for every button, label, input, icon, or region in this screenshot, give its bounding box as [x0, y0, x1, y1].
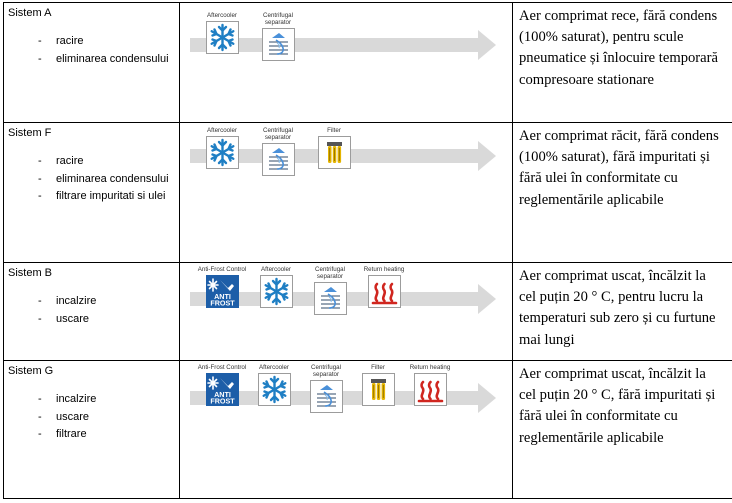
- list-item: - eliminarea condensului: [4, 171, 179, 189]
- filter-icon: [362, 373, 395, 406]
- system-description: Aer comprimat rece, fără condens (100% saturat), pentru scule pneumatice și înlocuire temporară compresoare stationare: [519, 8, 718, 88]
- flow-arrow-head: [478, 383, 496, 413]
- anti-frost-badge-line2: FROST: [209, 298, 235, 307]
- component-filter: [350, 364, 406, 406]
- component-label: Aftercooler: [261, 266, 291, 273]
- component-label: Aftercooler: [207, 12, 237, 19]
- snowflake-icon: [206, 136, 239, 169]
- list-item: - incalzire: [4, 293, 179, 311]
- function-list: [4, 153, 179, 206]
- system-description: Aer comprimat răcit, fără condens (100% saturat), fără impuritati și fără ulei în conformitate cu reglementările aplicabile: [519, 128, 719, 208]
- list-item: - racire: [4, 153, 179, 171]
- separator-icon: [262, 143, 295, 176]
- component-return-heating: [402, 364, 458, 406]
- description-cell: [513, 263, 732, 361]
- component-aftercooler: [246, 364, 302, 406]
- component-label: Filter: [327, 127, 341, 134]
- component-label: Centrifugal separator: [263, 12, 293, 26]
- system-title: Sistem B: [8, 267, 53, 279]
- system-cell: [4, 3, 180, 123]
- snowflake-icon: [258, 373, 291, 406]
- list-item: - filtrare impuritati si ulei: [4, 188, 179, 206]
- description-cell: [513, 361, 732, 499]
- system-row-f: [4, 123, 732, 263]
- diagram-cell: [180, 263, 513, 361]
- list-item: - eliminarea condensului: [4, 51, 179, 69]
- list-item: - racire: [4, 33, 179, 51]
- system-description: Aer comprimat uscat, încălzit la cel puțin 20 ° C, pentru lucru la temperaturi sub zero și cu furtune mai lungi: [519, 268, 716, 348]
- component-label: Anti-Frost Control: [197, 266, 247, 273]
- separator-icon: [310, 380, 343, 413]
- filter-icon: [318, 136, 351, 169]
- snowflake-icon: [206, 21, 239, 54]
- component-label: Centrifugal separator: [311, 364, 341, 378]
- component-label: Centrifugal separator: [263, 127, 293, 141]
- separator-icon: [262, 28, 295, 61]
- flow-arrow-head: [478, 141, 496, 171]
- component-return-heating: [356, 266, 412, 308]
- component-label: Centrifugal separator: [315, 266, 345, 280]
- diagram-cell: [180, 361, 513, 499]
- list-item: - filtrare: [4, 426, 179, 444]
- list-item: - uscare: [4, 311, 179, 329]
- list-item: - incalzire: [4, 391, 179, 409]
- system-title: Sistem F: [8, 127, 52, 139]
- diagram-cell: [180, 3, 513, 123]
- system-description: Aer comprimat uscat, încălzit la cel puțin 20 ° C, fără impuritati și fără ulei în conformitate cu reglementările aplicabile: [519, 366, 716, 446]
- component-label: Aftercooler: [259, 364, 289, 371]
- function-list: [4, 33, 179, 68]
- systems-table: [3, 2, 732, 499]
- system-row-b: [4, 263, 732, 361]
- component-centrifugal-separator: [250, 12, 306, 61]
- flow-arrow-head: [478, 284, 496, 314]
- system-title: Sistem G: [8, 365, 54, 377]
- anti-frost-badge-line1: ANTI: [213, 292, 231, 301]
- heating-icon: [414, 373, 447, 406]
- system-row-a: [4, 3, 732, 123]
- system-row-g: [4, 361, 732, 499]
- anti-frost-badge-line1: ANTI: [213, 390, 231, 399]
- heating-icon: [368, 275, 401, 308]
- system-cell: [4, 263, 180, 361]
- system-title: Sistem A: [8, 7, 52, 19]
- component-aftercooler: [194, 127, 250, 169]
- description-cell: [513, 3, 732, 123]
- system-cell: [4, 123, 180, 263]
- component-label: Filter: [371, 364, 385, 371]
- list-item: - uscare: [4, 409, 179, 427]
- snowflake-icon: [260, 275, 293, 308]
- component-centrifugal-separator: [302, 266, 358, 315]
- separator-icon: [314, 282, 347, 315]
- flow-arrow-head: [478, 30, 496, 60]
- anti-frost-icon: [206, 275, 239, 308]
- anti-frost-badge-line2: FROST: [209, 396, 235, 405]
- component-anti-frost-control: [194, 364, 250, 406]
- diagram-cell: [180, 123, 513, 263]
- description-cell: [513, 123, 732, 263]
- anti-frost-icon: [206, 373, 239, 406]
- function-list: [4, 293, 179, 328]
- component-label: Return heating: [363, 266, 405, 273]
- function-list: [4, 391, 179, 444]
- component-aftercooler: [248, 266, 304, 308]
- component-centrifugal-separator: [250, 127, 306, 176]
- component-filter: [306, 127, 362, 169]
- component-centrifugal-separator: [298, 364, 354, 413]
- component-aftercooler: [194, 12, 250, 54]
- component-label: Aftercooler: [207, 127, 237, 134]
- component-anti-frost-control: [194, 266, 250, 308]
- system-cell: [4, 361, 180, 499]
- component-label: Anti-Frost Control: [197, 364, 247, 371]
- component-label: Return heating: [409, 364, 451, 371]
